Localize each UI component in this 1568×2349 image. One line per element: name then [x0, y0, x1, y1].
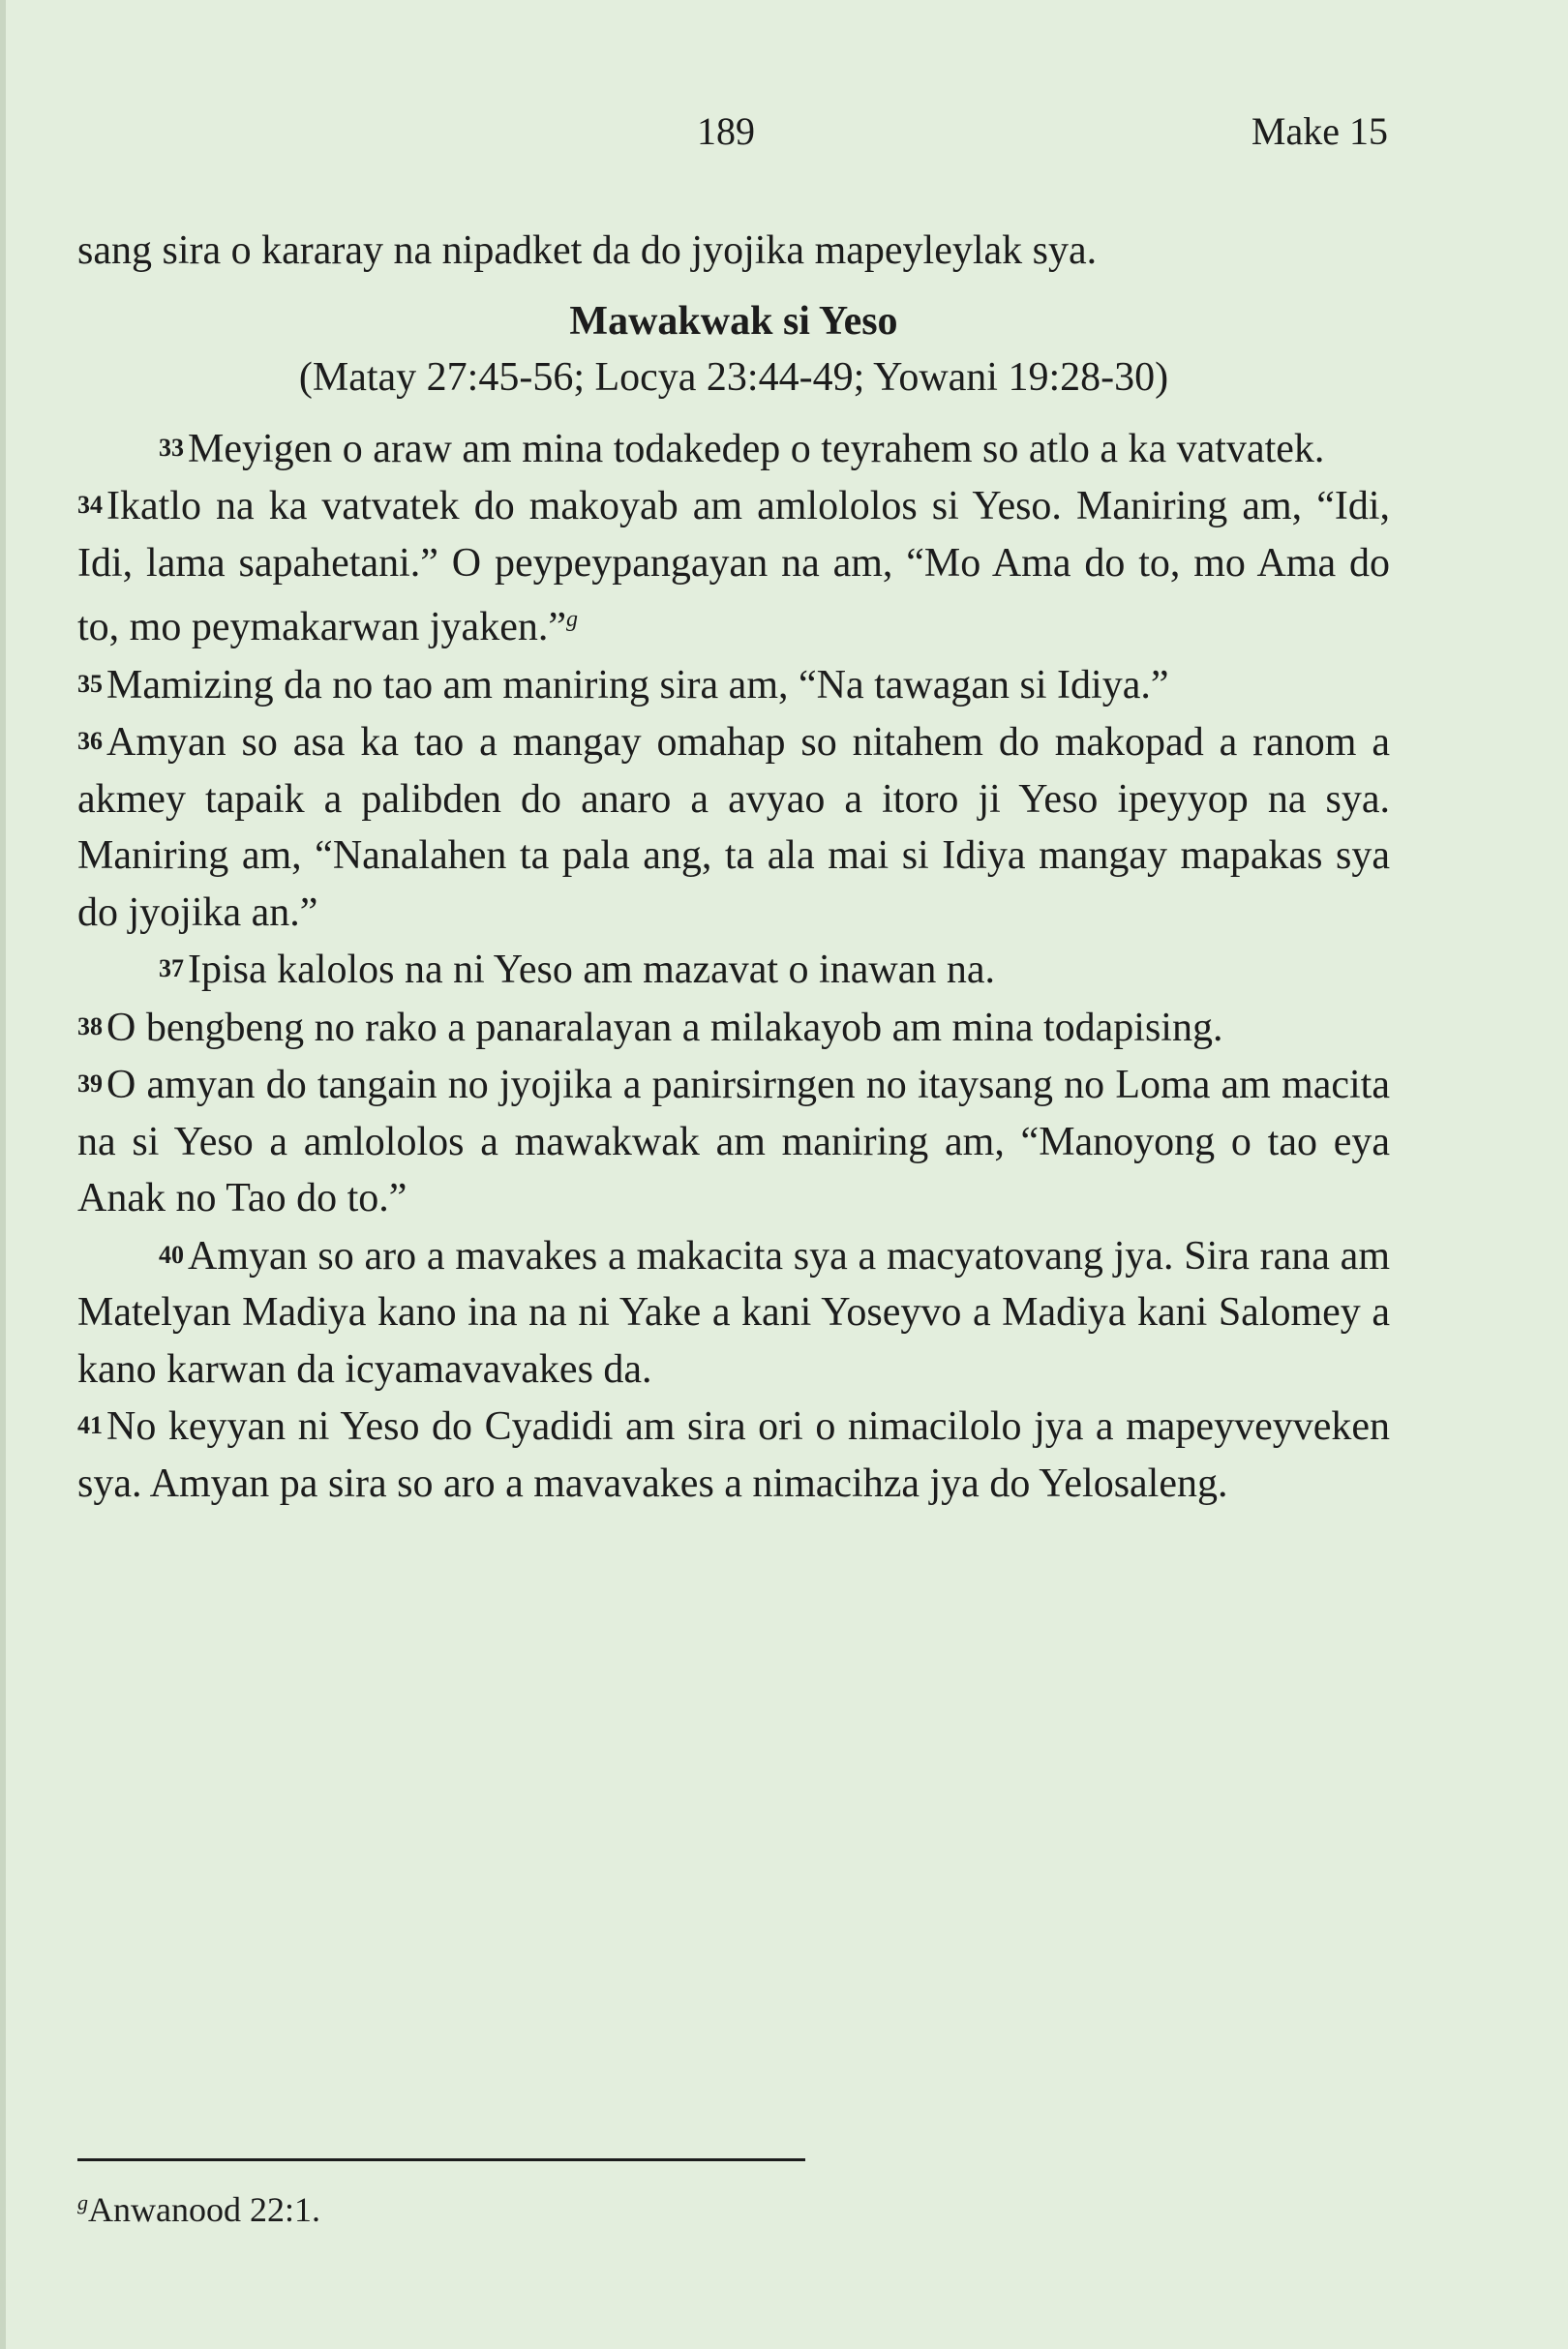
verse-text: O bengbeng no rako a panaralayan a milakayob am mina todapising. — [106, 1005, 1223, 1050]
verse-38 — [77, 999, 1390, 1057]
verse-text: Amyan so asa ka tao a mangay omahap so nitahem do makopad a ranom a akmey tapaik a palibden do anaro a avyao a itoro ji Yeso ipeyyop na sya. Maniring am, “Nanalahen ta pala ang, ta ala mai si Idiya mangay mapakas sya do jyojika an.” — [77, 720, 1390, 935]
verse-39 — [77, 1056, 1390, 1227]
page-number: 189 — [697, 109, 755, 153]
verse-34 — [77, 477, 1390, 656]
verse-33 — [77, 420, 1390, 478]
verse-number: 39 — [77, 1069, 103, 1098]
verse-40 — [77, 1227, 1390, 1399]
footnote-text: Anwanood 22:1. — [88, 2190, 320, 2229]
running-header: Make 15 — [1251, 109, 1388, 153]
section-references: (Matay 27:45-56; Locya 23:44-49; Yowani 19:28-30) — [298, 355, 1169, 400]
verse-37 — [77, 941, 1390, 999]
body-text — [77, 223, 1390, 1512]
verse-36 — [77, 713, 1390, 941]
continuation-paragraph: sang sira o kararay na nipadket da do jyojika mapeyleylak sya. — [77, 228, 1098, 273]
verse-number: 38 — [77, 1011, 103, 1040]
verse-text: Ikatlo na ka vatvatek do makoyab am amlololos si Yeso. Maniring am, “Idi, Idi, lama sapahetani.” O peypeypangayan na am, “Mo Ama do to, mo Ama do to, mo peymakarwan jyaken.” — [77, 484, 1390, 649]
verse-text: Mamizing da no tao am maniring sira am, “Na tawagan si Idiya.” — [106, 662, 1169, 708]
verse-35 — [77, 656, 1390, 714]
verse-41 — [77, 1398, 1390, 1512]
verse-text: Amyan so aro a mavakes a makacita sya a macyatovang jya. Sira rana am Matelyan Madiya kano ina na ni Yake a kani Yoseyvo a Madiya kani Salomey a kano karwan da icyamavavakes da. — [77, 1233, 1390, 1392]
section-title: Mawakwak si Yeso — [569, 298, 898, 344]
footnote — [77, 2189, 320, 2230]
verse-number: 36 — [77, 727, 103, 755]
footnote-mark: g — [77, 2190, 88, 2214]
verse-text: No keyyan ni Yeso do Cyadidi am sira ori o nimacilolo jya a mapeyveyveken sya. Amyan pa sira so aro a mavavakes a nimacihza jya do Yelosaleng. — [77, 1404, 1390, 1506]
page-edge — [0, 0, 6, 2349]
verse-number: 33 — [159, 433, 184, 462]
verse-number: 35 — [77, 669, 103, 698]
verse-number: 37 — [159, 954, 184, 982]
footnote-marker[interactable]: g — [565, 607, 578, 632]
verse-number: 40 — [159, 1240, 184, 1269]
verse-text: Meyigen o araw am mina todakedep o teyrahem so atlo a ka vatvatek. — [188, 426, 1325, 471]
footnote-divider — [77, 2158, 805, 2161]
verse-number: 34 — [77, 491, 103, 519]
verse-text: Ipisa kalolos na ni Yeso am mazavat o inawan na. — [188, 948, 995, 992]
verse-number: 41 — [77, 1411, 103, 1439]
verse-text: O amyan do tangain no jyojika a panirsirngen no itaysang no Loma am macita na si Yeso a amlololos a mawakwak am maniring am, “Manoyong o tao eya Anak no Tao do to.” — [77, 1063, 1390, 1220]
